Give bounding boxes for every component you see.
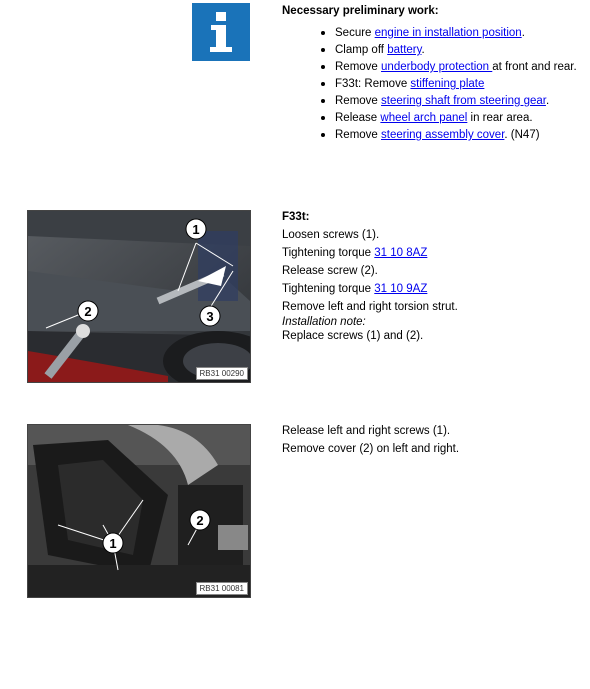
link-torque-31-10-9az[interactable]: 31 10 9AZ	[374, 283, 428, 295]
list-item	[335, 26, 582, 40]
step-remove-cover: Remove cover (2) on left and right.	[282, 443, 460, 455]
item-text: in rear area.	[467, 112, 533, 124]
section-f33t-steps	[282, 208, 582, 344]
step-release-screws: Release left and right screws (1).	[282, 425, 451, 437]
link-engine-installation-position[interactable]: engine in installation position	[374, 27, 522, 39]
callout-1	[186, 219, 206, 239]
image-reference: RB31 00081	[196, 582, 248, 595]
step-torque-2	[282, 280, 582, 298]
item-text: F33t: Remove	[335, 78, 411, 90]
link-steering-assembly-cover[interactable]: steering assembly cover	[381, 129, 505, 141]
list-item	[335, 60, 582, 74]
link-stiffening-plate[interactable]: stiffening plate	[410, 78, 485, 90]
list-item	[335, 77, 582, 91]
item-text: Release	[335, 112, 381, 124]
svg-text:1: 1	[192, 222, 200, 237]
item-text: Remove	[335, 61, 382, 73]
link-steering-shaft[interactable]: steering shaft from steering gear	[381, 95, 546, 107]
installation-note-label: Installation note:	[282, 316, 366, 328]
step-release-screw: Release screw (2).	[282, 265, 378, 277]
item-text: Remove	[335, 129, 382, 141]
info-icon	[192, 3, 250, 61]
torque-label: Tightening torque	[282, 247, 375, 259]
list-item	[335, 128, 582, 142]
callout-3	[200, 306, 220, 326]
preliminary-heading: Necessary preliminary work:	[282, 5, 439, 17]
svg-text:3: 3	[206, 309, 214, 324]
link-wheel-arch-panel[interactable]: wheel arch panel	[380, 112, 468, 124]
step-loosen-screws: Loosen screws (1).	[282, 229, 380, 241]
link-underbody-protection[interactable]: underbody protection	[381, 61, 493, 73]
callout-2	[78, 301, 98, 321]
step-torque-1	[282, 244, 582, 262]
svg-text:2: 2	[84, 304, 92, 319]
photo-torsion-strut	[27, 210, 251, 383]
link-battery[interactable]: battery	[387, 44, 422, 56]
photo-wheel-arch-cover	[27, 424, 251, 598]
torque-label: Tightening torque	[282, 283, 375, 295]
step-remove-strut: Remove left and right torsion strut.	[282, 301, 458, 313]
item-text: .	[521, 27, 525, 39]
step-replace-screws: Replace screws (1) and (2).	[282, 330, 424, 342]
preliminary-list	[282, 26, 582, 142]
svg-text:2: 2	[196, 513, 204, 528]
item-text: at front and rear.	[492, 61, 577, 73]
item-text: Remove	[335, 95, 382, 107]
item-text: .	[421, 44, 425, 56]
list-item	[335, 111, 582, 125]
item-text: .	[545, 95, 550, 107]
link-torque-31-10-8az[interactable]: 31 10 8AZ	[374, 247, 428, 259]
preliminary-work	[282, 5, 582, 145]
item-text: Secure	[335, 27, 375, 39]
image-reference: RB31 00290	[196, 367, 248, 380]
list-item	[335, 94, 582, 108]
item-text: Clamp off	[335, 44, 388, 56]
callout-1	[103, 533, 123, 553]
svg-text:1: 1	[109, 536, 117, 551]
section-cover-steps	[282, 422, 582, 458]
item-text: . (N47)	[504, 129, 540, 141]
section-heading: F33t:	[282, 211, 310, 223]
list-item	[335, 43, 582, 57]
callout-2	[190, 510, 210, 530]
